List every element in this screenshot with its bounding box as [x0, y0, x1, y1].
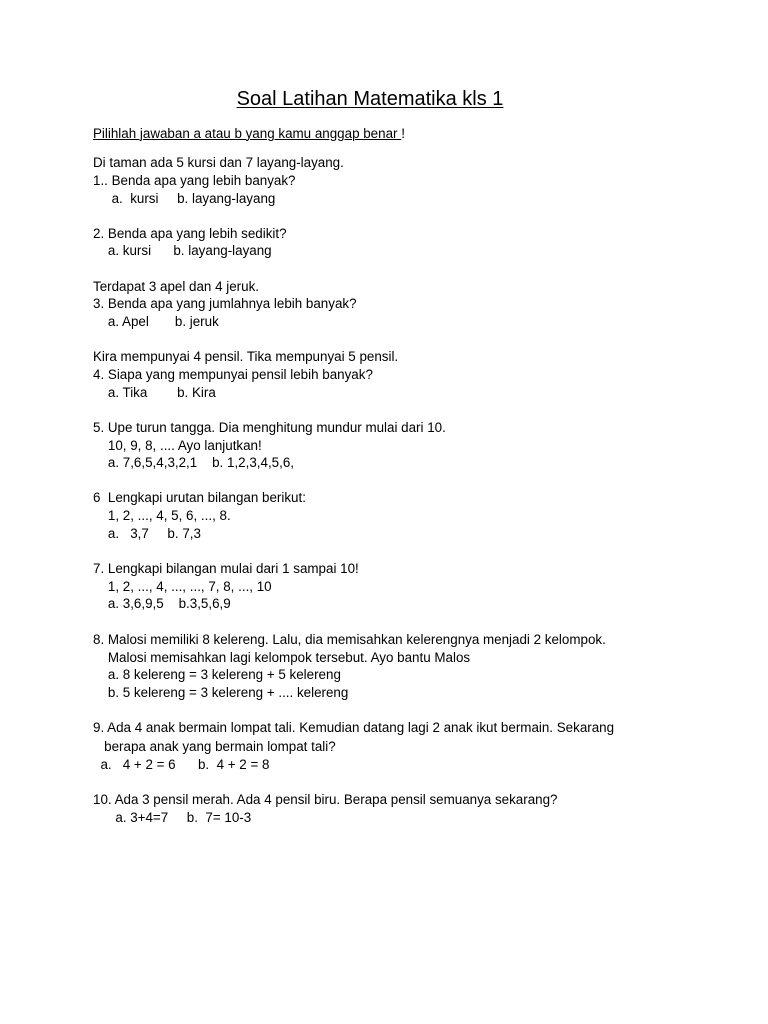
instruction	[93, 125, 405, 142]
question-9: 9. Ada 4 anak bermain lompat tali. Kemudian datang lagi 2 anak ikut bermain. Sekarang	[93, 720, 615, 735]
answer-8a: a. 8 kelereng = 3 kelereng + 5 kelereng	[93, 667, 341, 682]
question-5: 5. Upe turun tangga. Dia menghitung mundur mulai dari 10.	[93, 420, 446, 435]
question-8-continued: Malosi memisahkan lagi kelompok tersebut. Ayo bantu Malos	[93, 650, 471, 665]
page-title: Soal Latihan Matematika kls 1	[236, 88, 504, 110]
question-8: 8. Malosi memiliki 8 kelereng. Lalu, dia memisahkan kelerengnya menjadi 2 kelompok.	[93, 632, 606, 647]
answers-6: a. 3,7 b. 7,3	[93, 526, 201, 541]
instruction-end: !	[401, 126, 405, 141]
instruction-text: Pilihlah jawaban a atau b yang kamu anggap benar	[93, 126, 402, 141]
answers-1: a. kursi b. layang-layang	[93, 191, 276, 206]
answers-7: a. 3,6,9,5 b.3,5,6,9	[93, 596, 231, 611]
answers-2: a. kursi b. layang-layang	[93, 243, 272, 258]
question-7-sequence: 1, 2, ..., 4, ..., ..., 7, 8, ..., 10	[93, 579, 272, 594]
question-3: 3. Benda apa yang jumlahnya lebih banyak?	[93, 296, 357, 311]
answers-5: a. 7,6,5,4,3,2,1 b. 1,2,3,4,5,6,	[93, 455, 294, 470]
question-2: 2. Benda apa yang lebih sedikit?	[93, 226, 287, 241]
answers-3: a. Apel b. jeruk	[93, 314, 219, 329]
question-7: 7. Lengkapi bilangan mulai dari 1 sampai 10!	[93, 561, 359, 576]
question-6: 6 Lengkapi urutan bilangan berikut:	[93, 490, 306, 505]
context-line-3: Terdapat 3 apel dan 4 jeruk.	[93, 279, 260, 294]
question-5-sequence: 10, 9, 8, .... Ayo lanjutkan!	[93, 438, 262, 453]
question-9-continued: berapa anak yang bermain lompat tali?	[93, 739, 336, 754]
context-line-4: Kira mempunyai 4 pensil. Tika mempunyai 5 pensil.	[93, 349, 399, 364]
question-6-sequence: 1, 2, ..., 4, 5, 6, ..., 8.	[93, 508, 231, 523]
answer-8b: b. 5 kelereng = 3 kelereng + .... kelereng	[93, 685, 349, 700]
question-4: 4. Siapa yang mempunyai pensil lebih banyak?	[93, 367, 373, 382]
context-line-1: Di taman ada 5 kursi dan 7 layang-layang.	[93, 155, 344, 170]
answers-10: a. 3+4=7 b. 7= 10-3	[93, 810, 252, 825]
answers-9: a. 4 + 2 = 6 b. 4 + 2 = 8	[93, 757, 270, 772]
question-1: 1.. Benda apa yang lebih banyak?	[93, 173, 296, 188]
answers-4: a. Tika b. Kira	[93, 385, 216, 400]
question-10: 10. Ada 3 pensil merah. Ada 4 pensil biru. Berapa pensil semuanya sekarang?	[93, 792, 558, 807]
